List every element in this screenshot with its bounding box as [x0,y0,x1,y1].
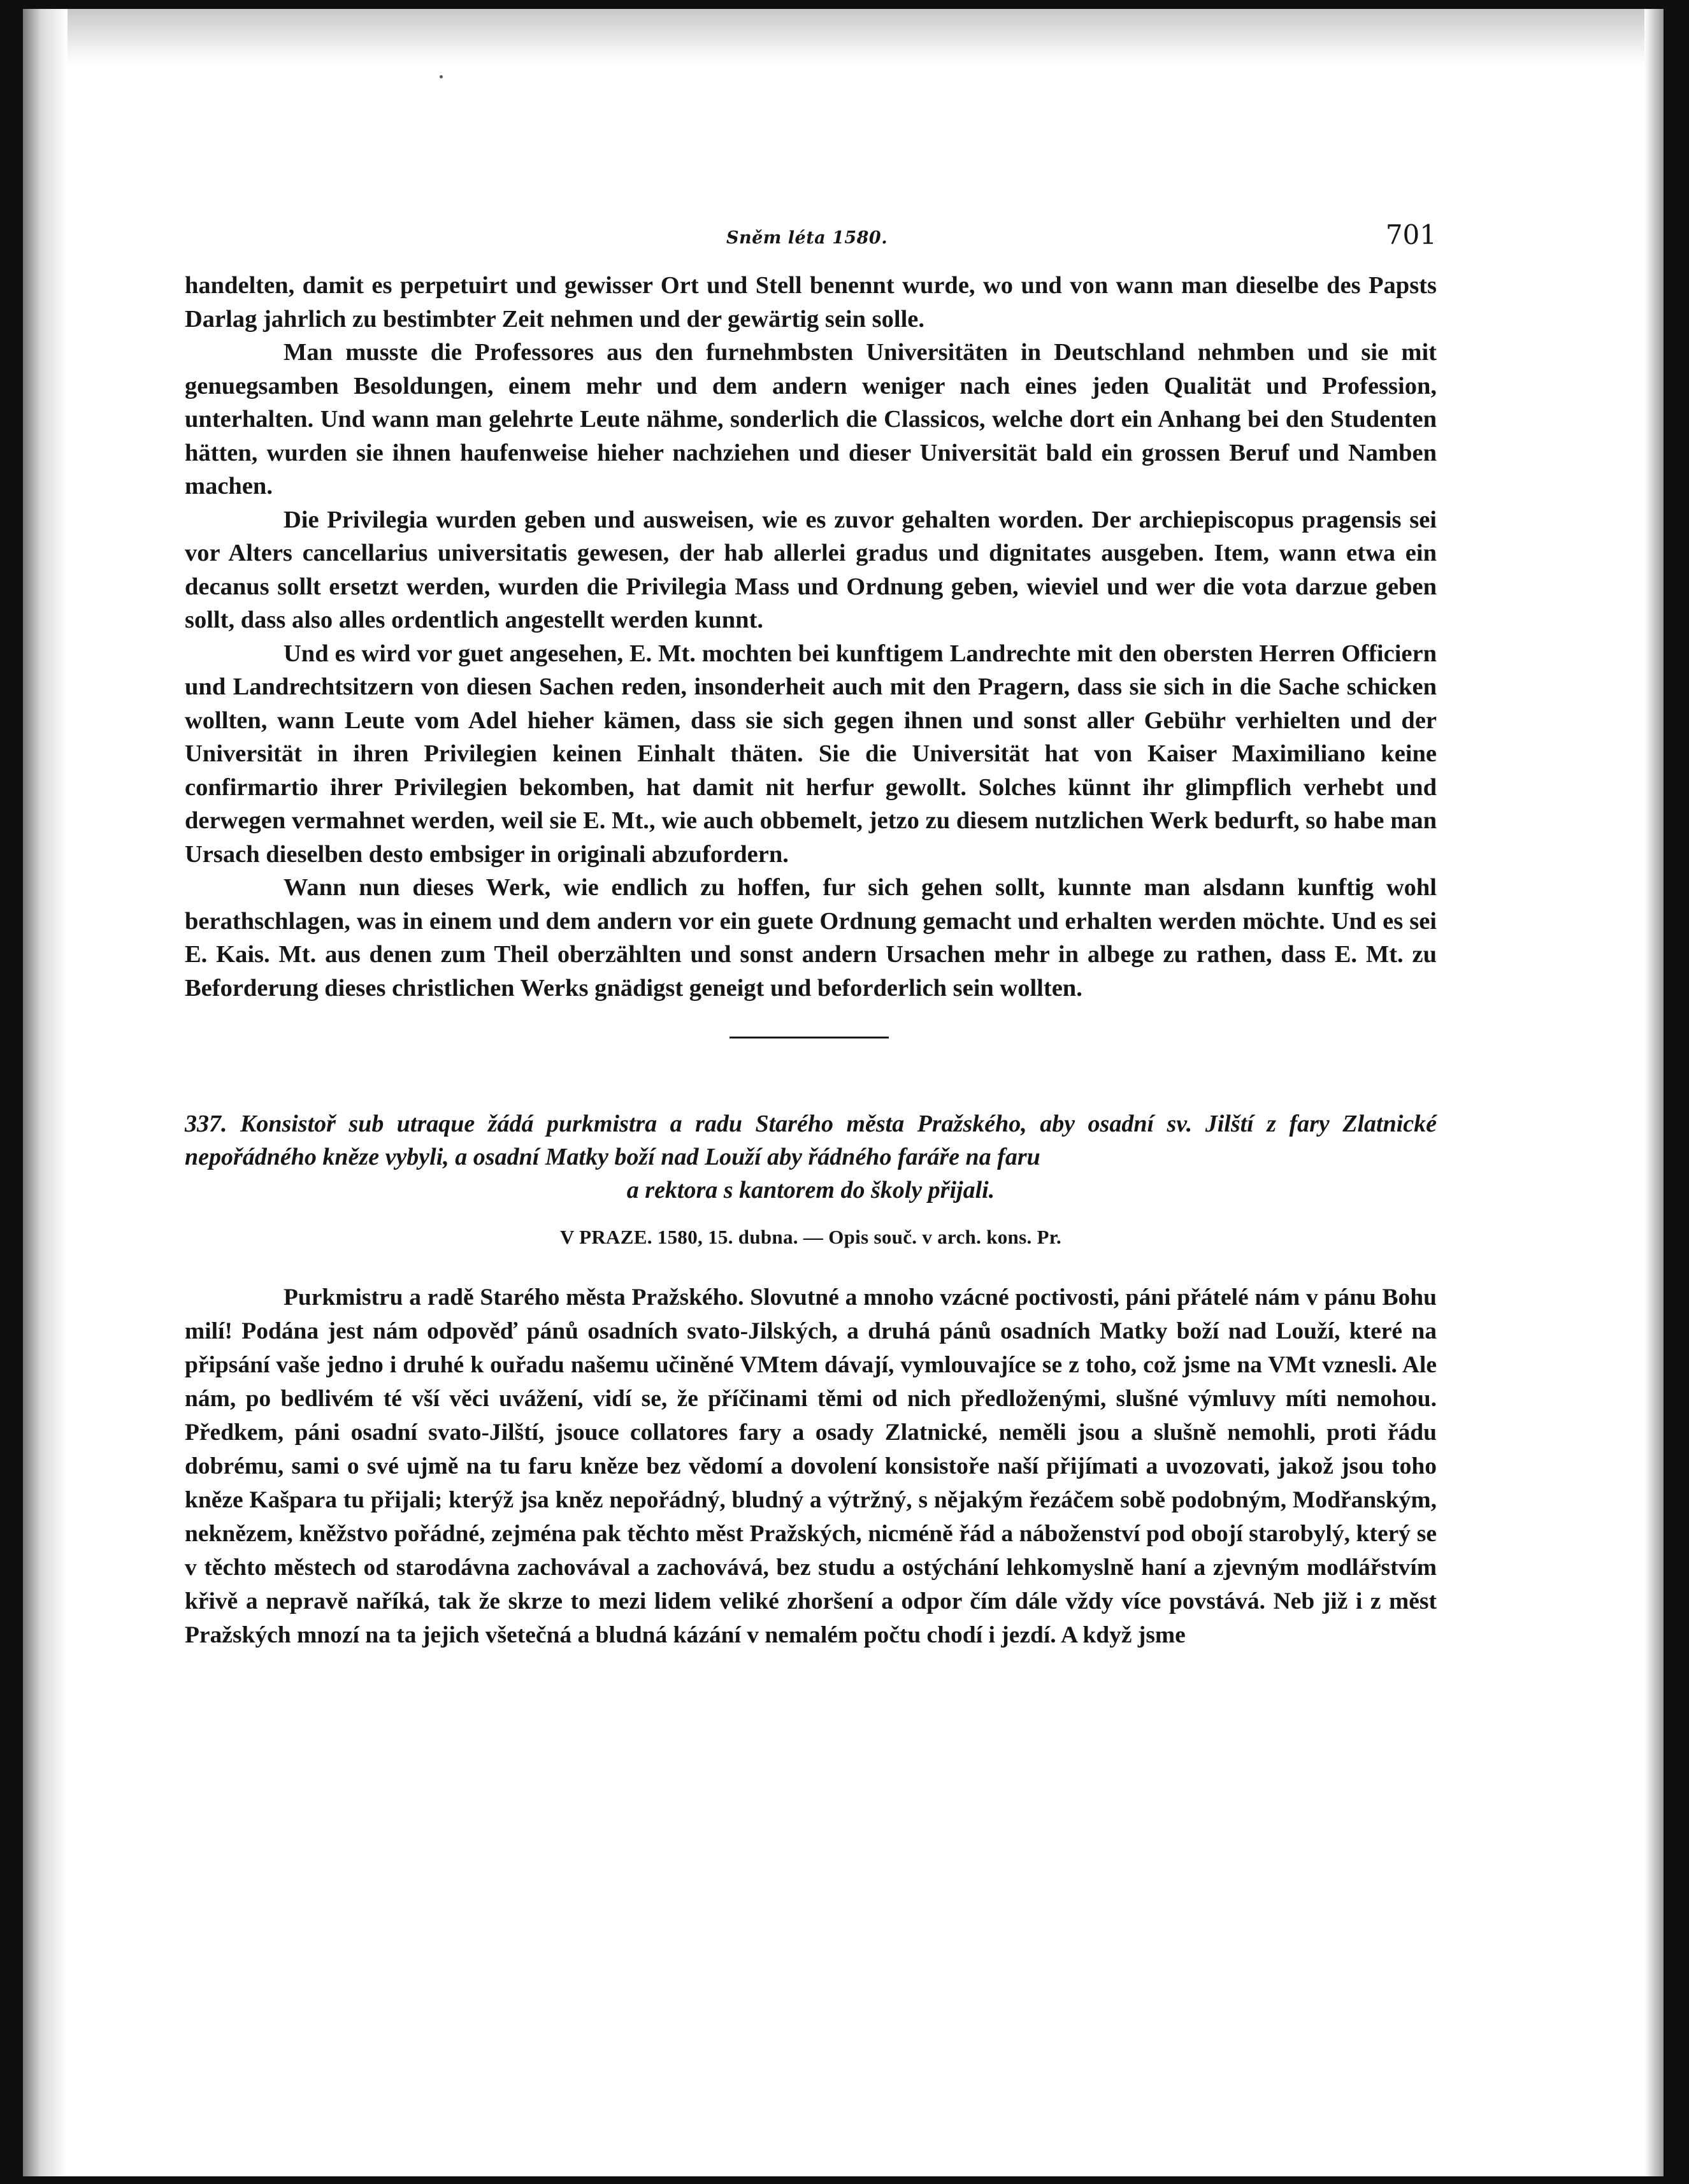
running-head [185,217,1437,255]
paragraph: Und es wird vor guet angesehen, E. Mt. mochten bei kunftigem Landrechte mit den obersten Herren Officiern und Landrechtsitzern von diesen Sachen reden, insonderheit auch mit den Pragern, dass sie sich in die Sache schicken wollten, wann Leute vom Adel hieher kämen, dass sie sich gegen ihnen und sonst aller Gebühr verhielten und der Universität in ihren Privilegien keinen Einhalt thäten. Sie die Universität hat von Kaiser Maximiliano keine confirmartio ihrer Privilegien bekomben, hat damit nit herfur gewollt. Solches künnt ihr glimpflich verhebt und derwegen vermahnet werden, weil sie E. Mt., wie auch obbemelt, jetzo zu diesem nutzlichen Werk bedurft, so habe man Ursach dieselben desto embsiger in originali abzufordern. [185,640,1437,868]
paragraph: handelten, damit es perpetuirt und gewisser Ort und Stell benennt wurde, wo und von wann man dieselbe des Papsts Darlag jahrlich zu bestimbter Zeit nehmen und der gewärtig sein solle. [185,272,1437,333]
scan-frame-top [0,0,1689,9]
page-shadow-right [1644,9,1664,2176]
scan-frame-bottom [0,2176,1689,2184]
scan-frame-right [1664,0,1689,2184]
paragraph: Die Privilegia wurden geben und ausweisen, wie es zuvor gehalten worden. Der archiepiscopus pragensis sei vor Alters cancellarius universitatis gewesen, der hab allerlei gradus und dignitates ausgeben. Item, wann etwa ein decanus sollt ersetzt werden, wurden die Privilegia Mass und Ordnung geben, wieviel und wer die vota darzue geben sollt, dass also alles ordentlich angestellt werden kunnt. [185,506,1437,633]
german-text-block [185,269,1437,1005]
document-source-line: V PRAZE. 1580, 15. dubna. — Opis souč. v arch. kons. Pr. [559,1226,1062,1248]
czech-letter-block [185,1281,1437,1652]
page-shadow-left [23,9,68,2176]
page-number: 701 [1385,219,1437,250]
section-divider [730,1037,889,1038]
paragraph: Man musste die Professores aus den furnehmbsten Universitäten in Deutschland nehmben und sie mit genuegsamben Besoldungen, einem mehr und dem andern weniger nach eines jeden Qualität und Profession, unterhalten. Und wann man gelehrte Leute nähme, sonderlich die Classicos, welche dort ein Anhang bei den Studenten hätten, wurden sie ihnen haufenweise hieher nachziehen und dieser Universität bald ein grossen Beruf und Namben machen. [185,339,1437,499]
paragraph: Wann nun dieses Werk, wie endlich zu hoffen, fur sich gehen sollt, kunnte man alsdann kunftig wohl berathschlagen, was in einem und dem andern vor ein guete Ordnung gemacht und erhalten werden möchte. Und es sei E. Kais. Mt. aus denen zum Theil oberzählten und sonst andern Ursachen mehr in albege zu rathen, dass E. Mt. zu Beforderung dieses christlichen Werks gnädigst geneigt und beforderlich sein wollten. [185,874,1437,1002]
scan-speck [440,75,443,78]
document-page [185,217,1437,1652]
document-heading-text: Konsistoř sub utraque žádá purkmistra a radu Starého města Pražského, aby osadní sv. Jilští z fary Zlatnické nepořádného kněze vybyli, a osadní Matky boží nad Louží aby řádného faráře na faru [185,1110,1437,1170]
document-heading-end: a rektora s kantorem do školy přijali. [626,1177,995,1203]
page-shadow-top [23,9,1664,66]
document-heading [185,1107,1437,1207]
scan-frame-left [0,0,23,2184]
running-title: Sněm léta 1580. [726,228,888,248]
document-number: 337. [185,1110,227,1137]
letter-paragraph: Purkmistru a radě Starého města Pražského. Slovutné a mnoho vzácné poctivosti, páni přátelé nám v pánu Bohu milí! Podána jest nám odpověď pánů osadních svato-Jilských, a druhá pánů osadních Matky boží nad Louží, které na připsání vaše jedno i druhé k ouřadu našemu učiněné VMtem dávají, vymlouvajíce se z toho, což jsme na VMt vznesli. Ale nám, po bedlivém té vší věci uvážení, vidí se, že příčinami těmi od nich předloženými, slušné výmluvy míti nemohou. Předkem, páni osadní svato-Jilští, jsouce collatores fary a osady Zlatnické, neměli jsou a slušně nemohli, proti řádu dobrému, sami o své ujmě na tu faru kněze bez vědomí a dovolení konsistoře naší přijímati a uvozovati, jakož jsou toho kněze Kašpara tu přijali; kterýž jsa kněz nepořádný, bludný a výtržný, s nějakým řezáčem sobě podobným, Modřanským, neknězem, kněžstvo pořádné, zejména pak těchto měst Pražských, nicméně řád a náboženství pod obojí starobylý, který se v těchto městech od starodávna zachovával a zachovává, bez studu a ostýchání lehkomyslně haní a zjevným modlářstvím křivě a nepravě naříká, tak že skrze to mezi lidem veliké zhoršení a odpor čím dále vždy více povstává. Neb již i z měst Pražských mnozí na ta jejich všetečná a bludná kázání v nemalém počtu chodí i jezdí. A když jsme [185,1284,1437,1648]
